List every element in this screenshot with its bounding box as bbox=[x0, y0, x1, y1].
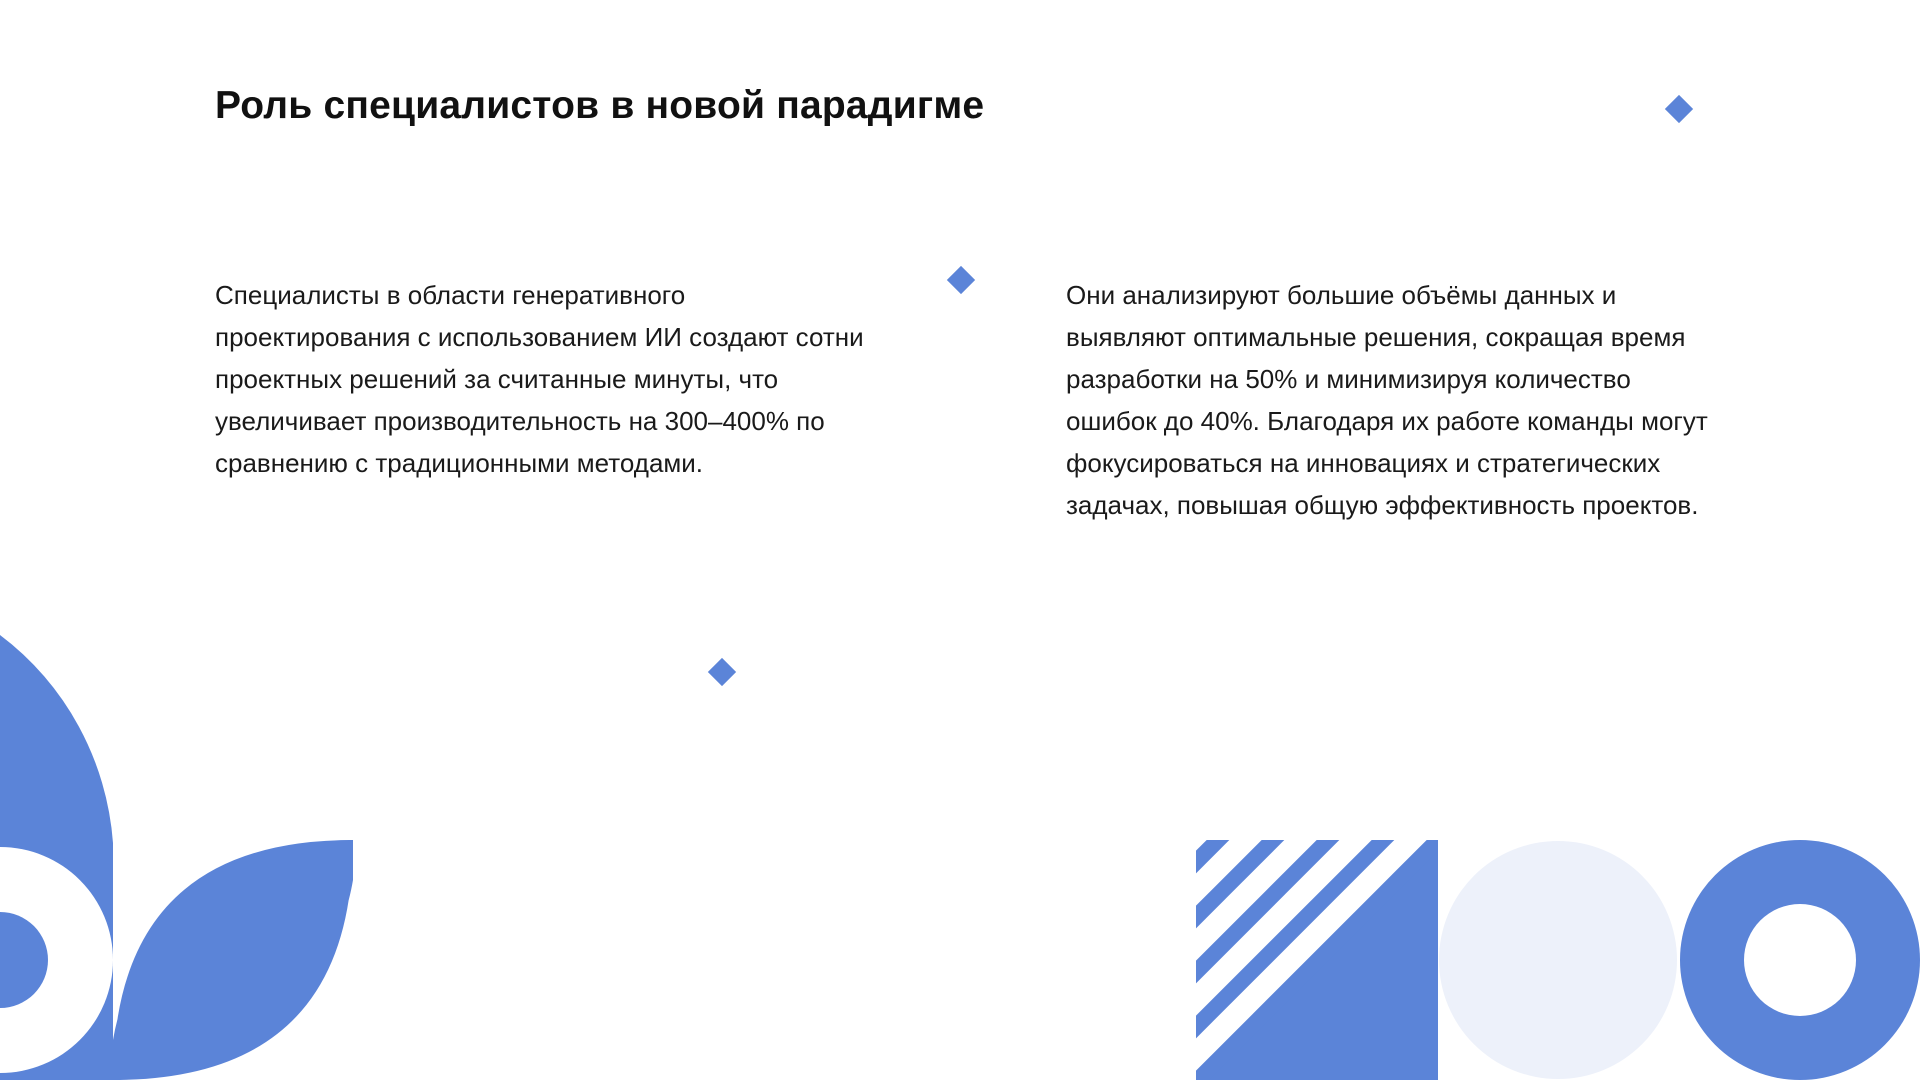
quarter-circle-shape bbox=[0, 635, 113, 843]
paragraph-left: Специалисты в области генеративного проектирования с использованием ИИ создают сотни проектных решений за считанные минуты, что увеличивает производительность на 300–400% по сравнению с традиционными методами. bbox=[215, 280, 864, 478]
slide-title: Роль специалистов в новой парадигме bbox=[215, 84, 985, 127]
leaf-shape bbox=[113, 840, 353, 1080]
diamond-middle bbox=[947, 266, 975, 294]
diamond-top-right bbox=[1665, 95, 1693, 123]
diamond-bottom bbox=[708, 658, 736, 686]
ring-right-hole bbox=[1744, 904, 1856, 1016]
pale-circle bbox=[1439, 841, 1677, 1079]
paragraph-right: Они анализируют большие объёмы данных и выявляют оптимальные решения, сокращая время разработки на 50% и минимизируя количество ошибок до 40%. Благодаря их работе команды могут фокусироваться на инновациях и стратегических задачах, повышая общую эффективность проектов. bbox=[1066, 280, 1708, 520]
